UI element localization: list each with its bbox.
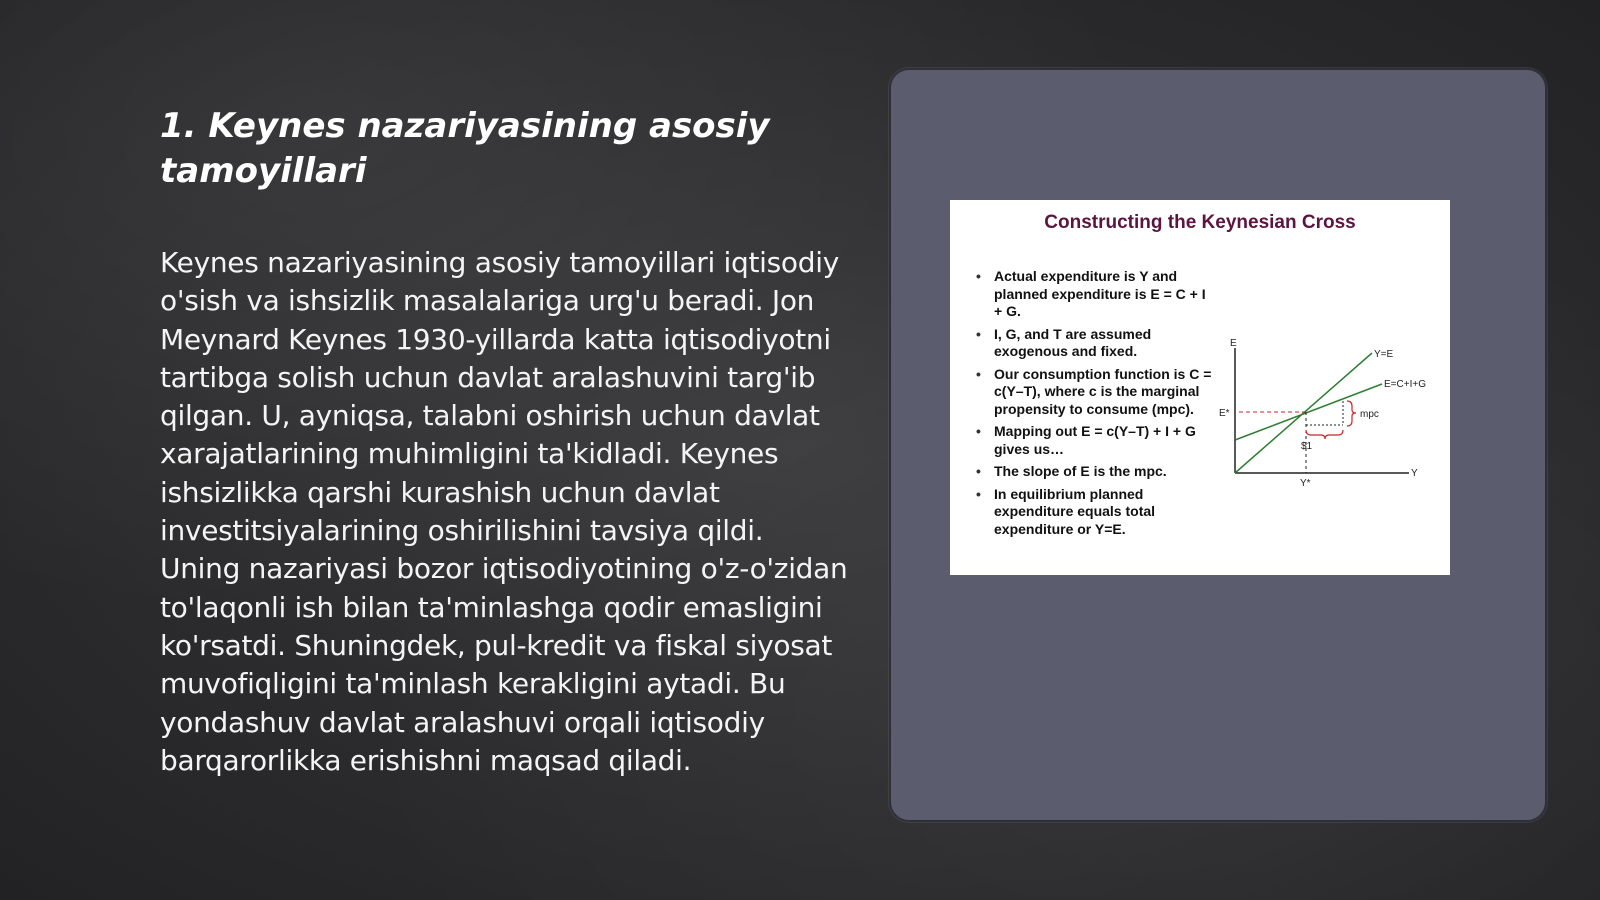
bullet-item: • Our consumption function is C = c(Y–T), where c is the marginal propensity to consume (mpc). <box>974 366 1214 419</box>
step-label: $1 <box>1301 441 1313 452</box>
slide-title: 1. Keynes nazariyasining asosiy tamoyillari <box>160 106 770 191</box>
step-brace <box>1306 430 1343 439</box>
mpc-brace <box>1347 401 1356 426</box>
keynesian-cross-figure <box>950 200 1450 575</box>
line-45-label: Y=E <box>1374 349 1394 360</box>
slide-body-text: Keynes nazariyasining asosiy tamoyillari iqtisodiy o'sish va ishsizlik masalalariga urg'u beradi. Jon Meynard Keynes 1930-yillarda katta iqtisodiyotni tartibga solish uchun davlat aralashuvini targ'ib qilgan. U, ayniqsa, talabni oshirish uchun davlat xarajatlarining muhimligini ta'kidladi. Keynes ishsizlikka qarshi kurashish uchun davlat investitsiyalarining oshirilishini tavsiya qildi. Uning nazariyasi bozor iqtisodiyotining o'z-o'zidan to'laqonli ish bilan ta'minlashga qodir emasligini ko'rsatdi. Shuningdek, pul-kredit va fiskal siyosat muvofiqligini ta'minlash kerakligini aytadi. Bu yondashuv davlat aralashuvi orqali iqtisodiy barqarorlikka erishishni maqsad qiladi. <box>160 246 848 777</box>
y-axis-label: E <box>1230 338 1237 349</box>
figure-bullet-list <box>974 268 1214 543</box>
bullet-item: • The slope of E is the mpc. <box>974 463 1214 481</box>
slope-label: mpc <box>1360 409 1379 420</box>
equilibrium-y-label: Y* <box>1300 478 1311 489</box>
expenditure-line-label: E=C+I+G <box>1384 379 1426 390</box>
keynesian-cross-diagram <box>1212 338 1442 498</box>
x-axis-label: Y <box>1411 468 1418 479</box>
figure-title: Constructing the Keynesian Cross <box>1044 212 1356 233</box>
line-45-degree <box>1235 353 1372 473</box>
bullet-item: • Mapping out E = c(Y–T) + I + G gives us… <box>974 423 1214 458</box>
bullet-item: • I, G, and T are assumed exogenous and fixed. <box>974 326 1214 361</box>
bullet-item: • In equilibrium planned expenditure equals total expenditure or Y=E. <box>974 486 1214 539</box>
equilibrium-e-label: E* <box>1219 408 1230 419</box>
bullet-item: • Actual expenditure is Y and planned expenditure is E = C + I + G. <box>974 268 1214 321</box>
